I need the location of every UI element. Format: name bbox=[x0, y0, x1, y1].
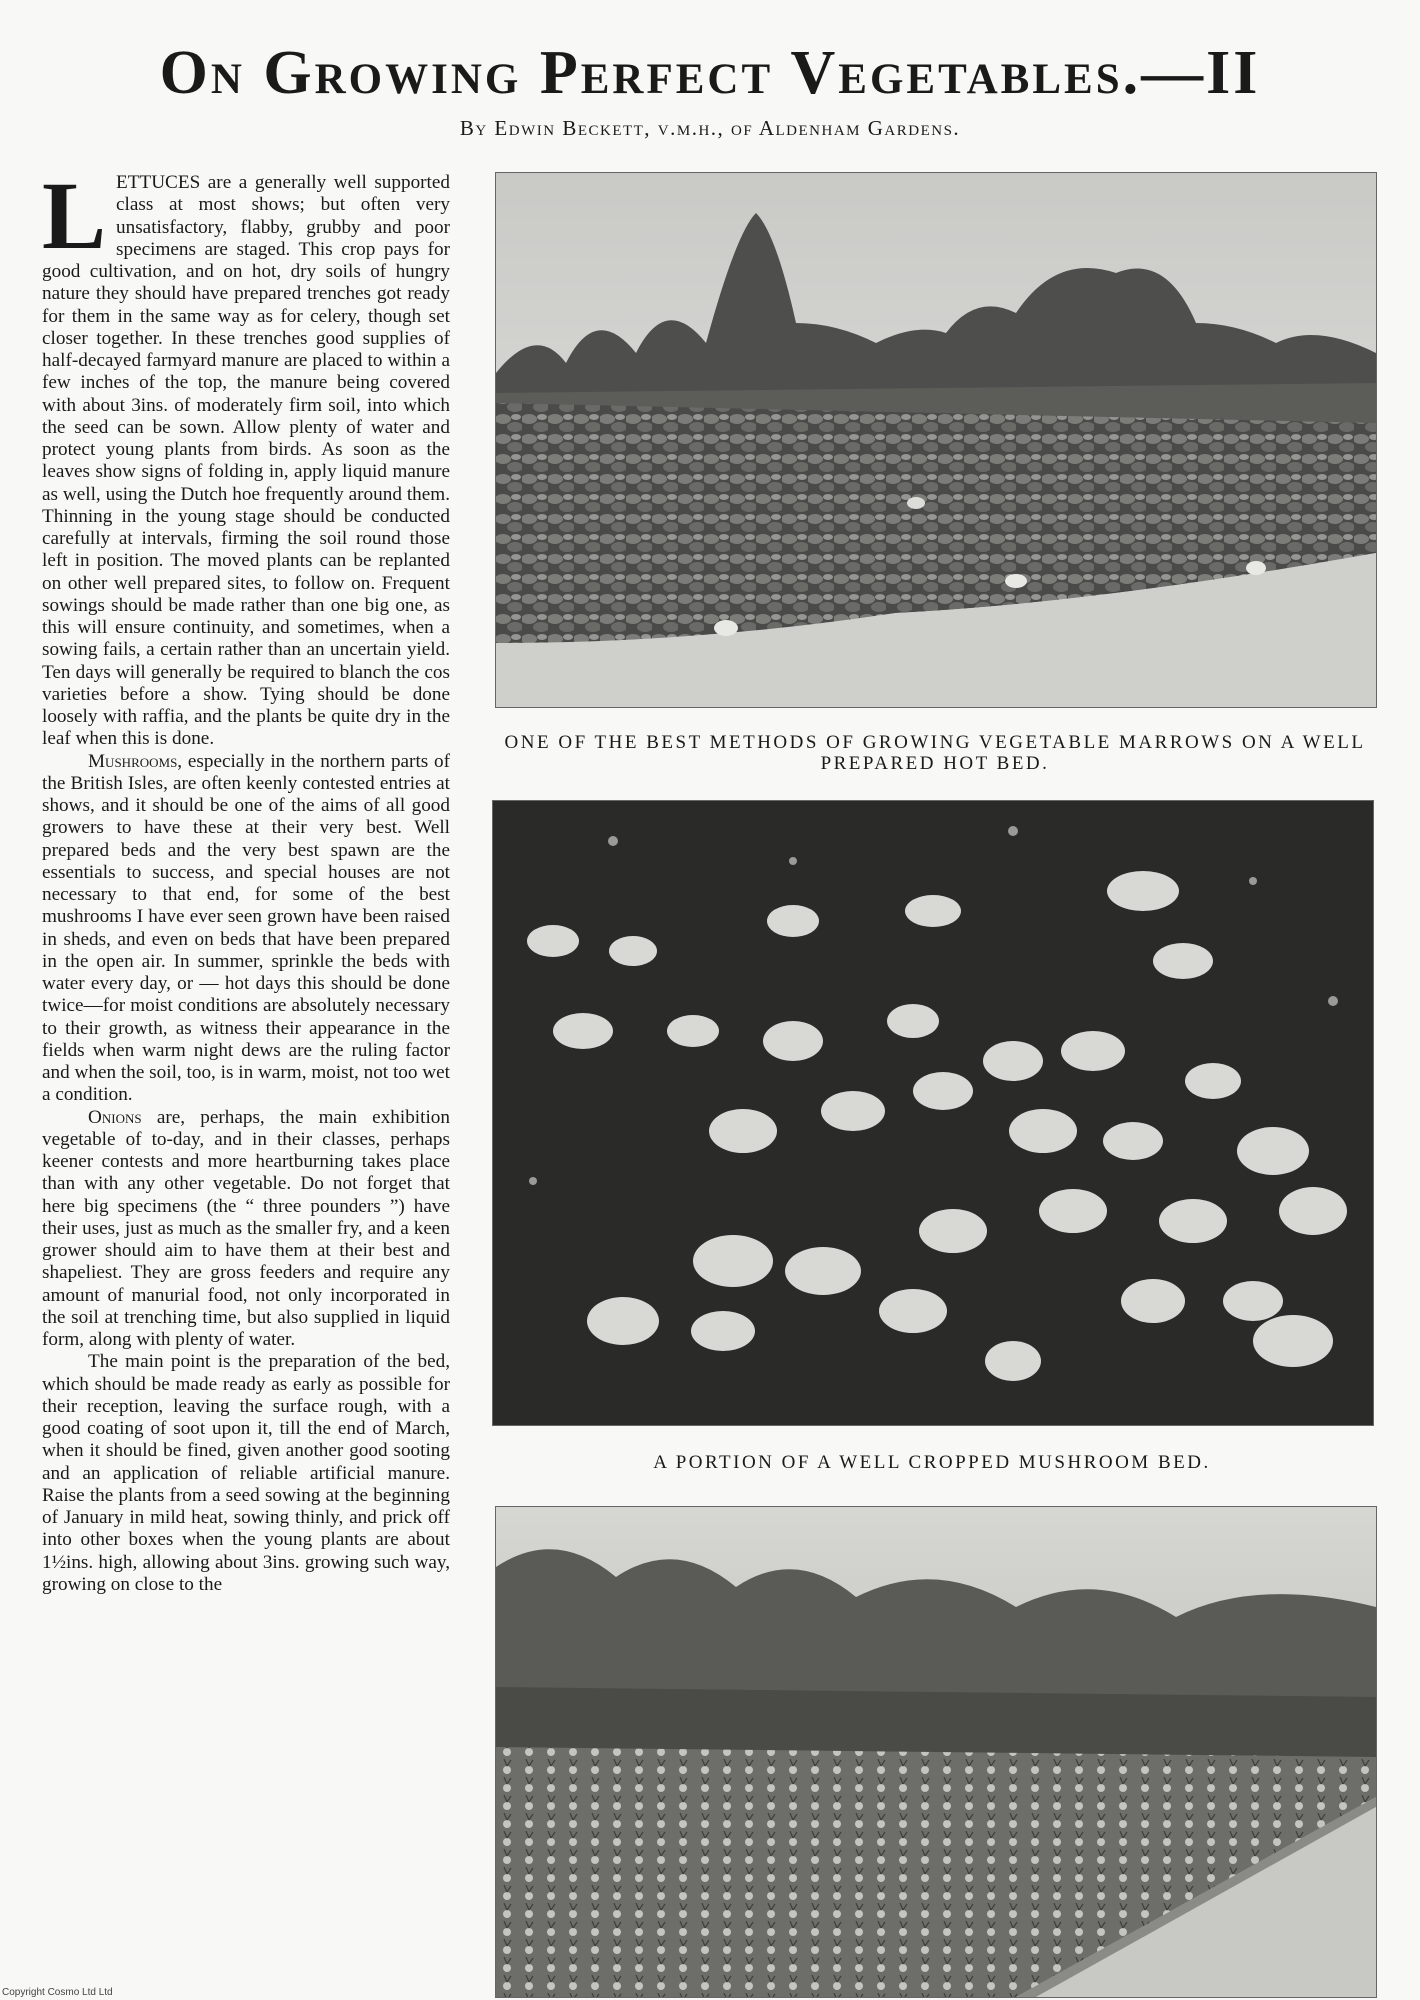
onions-photo bbox=[495, 1506, 1377, 1998]
marrows-caption: ONE OF THE BEST METHODS OF GROWING VEGETABLE MARROWS ON A WELL PREPARED HOT BED. bbox=[504, 732, 1366, 774]
drop-cap: L bbox=[42, 162, 107, 269]
onions-photo-illustration bbox=[496, 1507, 1376, 1997]
paragraph-tail: such way, growing on close to the bbox=[42, 1551, 450, 1595]
article-title: On Growing Perfect Vegetables.—II bbox=[159, 39, 1261, 107]
mushrooms-photo-illustration bbox=[493, 801, 1373, 1425]
lead-word-onions: Onions bbox=[88, 1106, 142, 1128]
paragraph-text: are a generally well supported class at most shows; but often very unsatisfactory, flabby, grubby and poor specimens are staged. This crop pays for good cultivation, and on hot, dry soils of hungry nature they should have prepared trenches got ready for them in the same way as for celery, though set closer together. In these trenches good supplies of half-decayed farmyard manure are placed to within a few inches of the top, the manure being covered with about 3ins. of moderately firm soil, into which the seed can be sown. Allow plenty of water and protect young plants from birds. As soon as the leaves show signs of folding in, apply liquid manure as well, using the Dutch hoe frequently around them. Thinning in the young stage should be conducted carefully at intervals, firming the soil round those left in position. The moved plants can be replanted on other well prepared sites, to follow on. Frequent sowings should be made rather than one big one, as this will ensure continuity, and sometimes, when a sowing fails, a certain rather than an uncertain yield. Ten days will generally be required to blanch the cos varieties before a show. Tying should be done loosely with raffia, and the plants be quite dry in the leaf when this is done. bbox=[42, 172, 450, 750]
paragraph-text: are, perhaps, the main exhibition vegetable of to-day, and in their classes, perhaps keener contests and more heartburning takes place than with any other vegetable. Do not forget that here big specimens (the “ three pounders ”) have their uses, just as much as the smaller fry, and a keen grower should aim to have them at their best and shapeliest. They are gross feeders and require any amount of manurial food, not only incorporated in the soil at trenching time, but also supplied in liquid form, along with plenty of water. bbox=[42, 1106, 450, 1350]
paragraph-text: especially in the northern parts of the British Isles, are often keenly contested entries at shows, and it should be one of the aims of all good growers to have these at their very best. Well prepared beds and the very best spawn are the essentials to success, and special houses are not necessary to that end, for some of the best mushrooms I have ever seen grown have been raised in sheds, and even on beds that have been prepared in the open air. In summer, sprinkle the beds with water every day, or — hot days this should be done twice—for moist conditions are absolutely necessary to their growth, as witness their appearance in the fields when warm night dews are the ruling factor and when the soil, too, is in warm, moist, not too wet a condition. bbox=[42, 750, 450, 1106]
lead-word-lettuces: ETTUCES bbox=[116, 172, 201, 193]
mushrooms-photo bbox=[492, 800, 1374, 1426]
marrows-photo-illustration bbox=[496, 173, 1376, 707]
paragraph-text: The main point is the preparation of the bed, which should be made ready as early as possible for their reception, leaving the surface rough, with a good coating of soot upon it, till the end of March, when it should be fined, given another good sooting and an application of reliable artificial manure. Raise the plants from a seed sowing at the beginning of January in mild heat, sowing thinly, and prick off into other boxes when the young plants are about 1½ins. high, allowing about 3ins. growing bbox=[42, 1351, 450, 1573]
marrows-photo bbox=[495, 172, 1377, 708]
copyright-footer: Copyright Cosmo Ltd Ltd bbox=[2, 1987, 113, 1998]
article-byline: By Edwin Beckett, v.m.h., of Aldenham Gardens. bbox=[459, 116, 961, 140]
paragraph-lettuces bbox=[42, 162, 450, 751]
mushrooms-caption: A PORTION OF A WELL CROPPED MUSHROOM BED. bbox=[653, 1452, 1211, 1473]
lead-word-mushrooms: Mushrooms, bbox=[88, 750, 183, 772]
paragraph-onions bbox=[42, 1107, 450, 1352]
article-body bbox=[42, 162, 450, 1596]
paragraph-mushrooms bbox=[42, 751, 450, 1107]
paragraph-preparation bbox=[42, 1351, 450, 1596]
